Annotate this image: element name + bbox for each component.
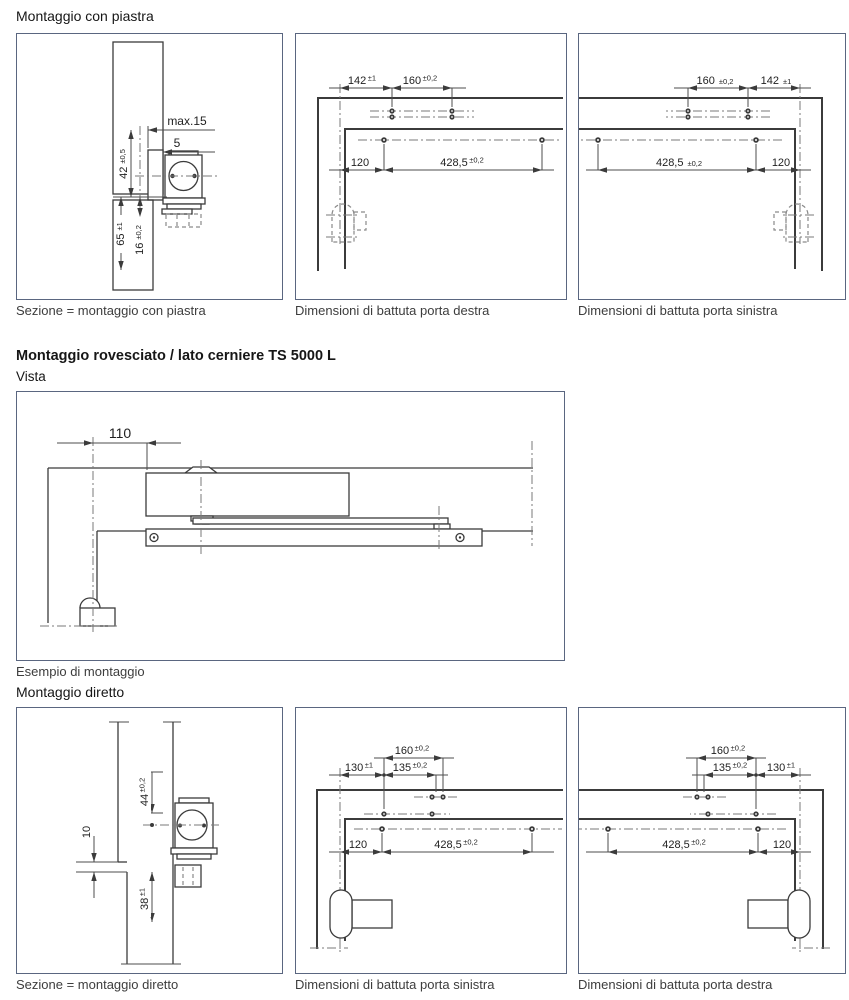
dim-142-label: 142 $^{\pm 1}$	[347, 73, 377, 87]
slide-rail-section	[175, 865, 201, 887]
caption-sezione-piastra: Sezione = montaggio con piastra	[16, 303, 206, 318]
caption-battuta-sinistra-top: Dimensioni di battuta porta sinistra	[578, 303, 778, 318]
drawing-battuta-destra-bottom	[579, 708, 844, 972]
panel-battuta-sinistra-bottom	[295, 707, 567, 974]
dim-160-label: 160 $^{\pm 0,2}$	[394, 743, 430, 757]
hinge-symbol	[330, 890, 392, 938]
dim-120-label: 120	[771, 157, 791, 169]
dim-130-label: 130 $^{\pm 1}$	[344, 760, 374, 774]
dim-428-label: 428,5 $^{\pm 0,2}$	[440, 155, 484, 169]
panel-battuta-destra-top	[295, 33, 567, 300]
dim-5-label: 5	[173, 136, 181, 150]
subtitle-vista: Vista	[16, 369, 46, 384]
svg-text:38±1: $38^{\pm 1}$	[137, 887, 151, 911]
door-closer-body	[162, 151, 205, 227]
dim-120-label: 120	[772, 839, 792, 851]
caption-battuta-sinistra-bottom: Dimensioni di battuta porta sinistra	[295, 977, 495, 992]
section-title-montaggio-rovesciato: Montaggio rovesciato / lato cerniere TS 5000 L	[16, 348, 336, 364]
section-title-montaggio-con-piastra: Montaggio con piastra	[16, 8, 154, 24]
mounting-plate	[148, 150, 163, 200]
svg-text:16±0,2: 16±0,2	[134, 225, 146, 255]
dim-110-label: 110	[108, 425, 132, 441]
dim-max15-label: max.15	[167, 114, 207, 128]
panel-sezione-diretto	[16, 707, 283, 974]
dim-65-label	[114, 215, 127, 253]
svg-text:10: 10	[81, 825, 93, 839]
drawing-sezione-diretto	[17, 708, 281, 972]
panel-sezione-piastra	[16, 33, 283, 300]
panel-vista-montaggio	[16, 391, 565, 661]
screw-points-top	[389, 108, 454, 119]
hinge-symbol	[80, 598, 115, 626]
dim-135-label: 135 $^{\pm 0,2}$	[712, 760, 748, 774]
panel-battuta-sinistra-top	[578, 33, 846, 300]
mirrored-frame-corner	[579, 84, 822, 270]
dim-142-label: 142 ±1	[760, 75, 792, 87]
section-title-montaggio-diretto: Montaggio diretto	[16, 684, 125, 700]
dim-38-label	[138, 881, 152, 917]
dim-160-label: 160 ±0,2	[696, 75, 734, 87]
drawing-battuta-destra-top	[296, 34, 565, 298]
dim-160-label: 160 $^{\pm 0,2}$	[402, 73, 438, 87]
door-closer-body	[171, 798, 217, 859]
dim-42-label	[117, 141, 130, 187]
mirrored-frame-corner	[579, 755, 830, 954]
svg-text:42±0,5: 42±0,5	[118, 149, 130, 179]
drawing-battuta-sinistra-top	[579, 34, 844, 298]
caption-sezione-diretto: Sezione = montaggio diretto	[16, 977, 179, 992]
svg-text:44±0,2: $44^{\pm 0,2}$	[137, 777, 151, 807]
door-closer-body	[146, 467, 349, 524]
drawing-battuta-sinistra-bottom	[296, 708, 565, 972]
dim-44-label	[138, 770, 152, 814]
dim-428-label: 428,5 $^{\pm 0,2}$	[662, 837, 706, 851]
caption-battuta-destra-top: Dimensioni di battuta porta destra	[295, 303, 490, 318]
slide-rail	[146, 529, 482, 546]
dim-10-label	[80, 820, 93, 844]
dim-120-label: 120	[348, 839, 368, 851]
dim-130-label: 130 $^{\pm 1}$	[766, 760, 796, 774]
dim-428-label: 428,5 $^{\pm 0,2}$	[434, 837, 478, 851]
dim-120-label: 120	[350, 157, 370, 169]
dim-16-label	[133, 218, 146, 262]
dim-135-label: 135 $^{\pm 0,2}$	[392, 760, 428, 774]
drawing-sezione-piastra	[17, 34, 281, 298]
panel-battuta-destra-bottom	[578, 707, 846, 974]
closer-arm	[193, 518, 450, 529]
svg-text:65±1: 65±1	[115, 222, 127, 246]
caption-battuta-destra-bottom: Dimensioni di battuta porta destra	[578, 977, 773, 992]
dim-160-label: 160 $^{\pm 0,2}$	[710, 743, 746, 757]
frame-corner	[318, 98, 562, 270]
caption-esempio: Esempio di montaggio	[16, 664, 145, 679]
drawing-vista-montaggio	[17, 392, 563, 659]
dim-428-label: 428,5 ±0,2	[655, 157, 703, 169]
